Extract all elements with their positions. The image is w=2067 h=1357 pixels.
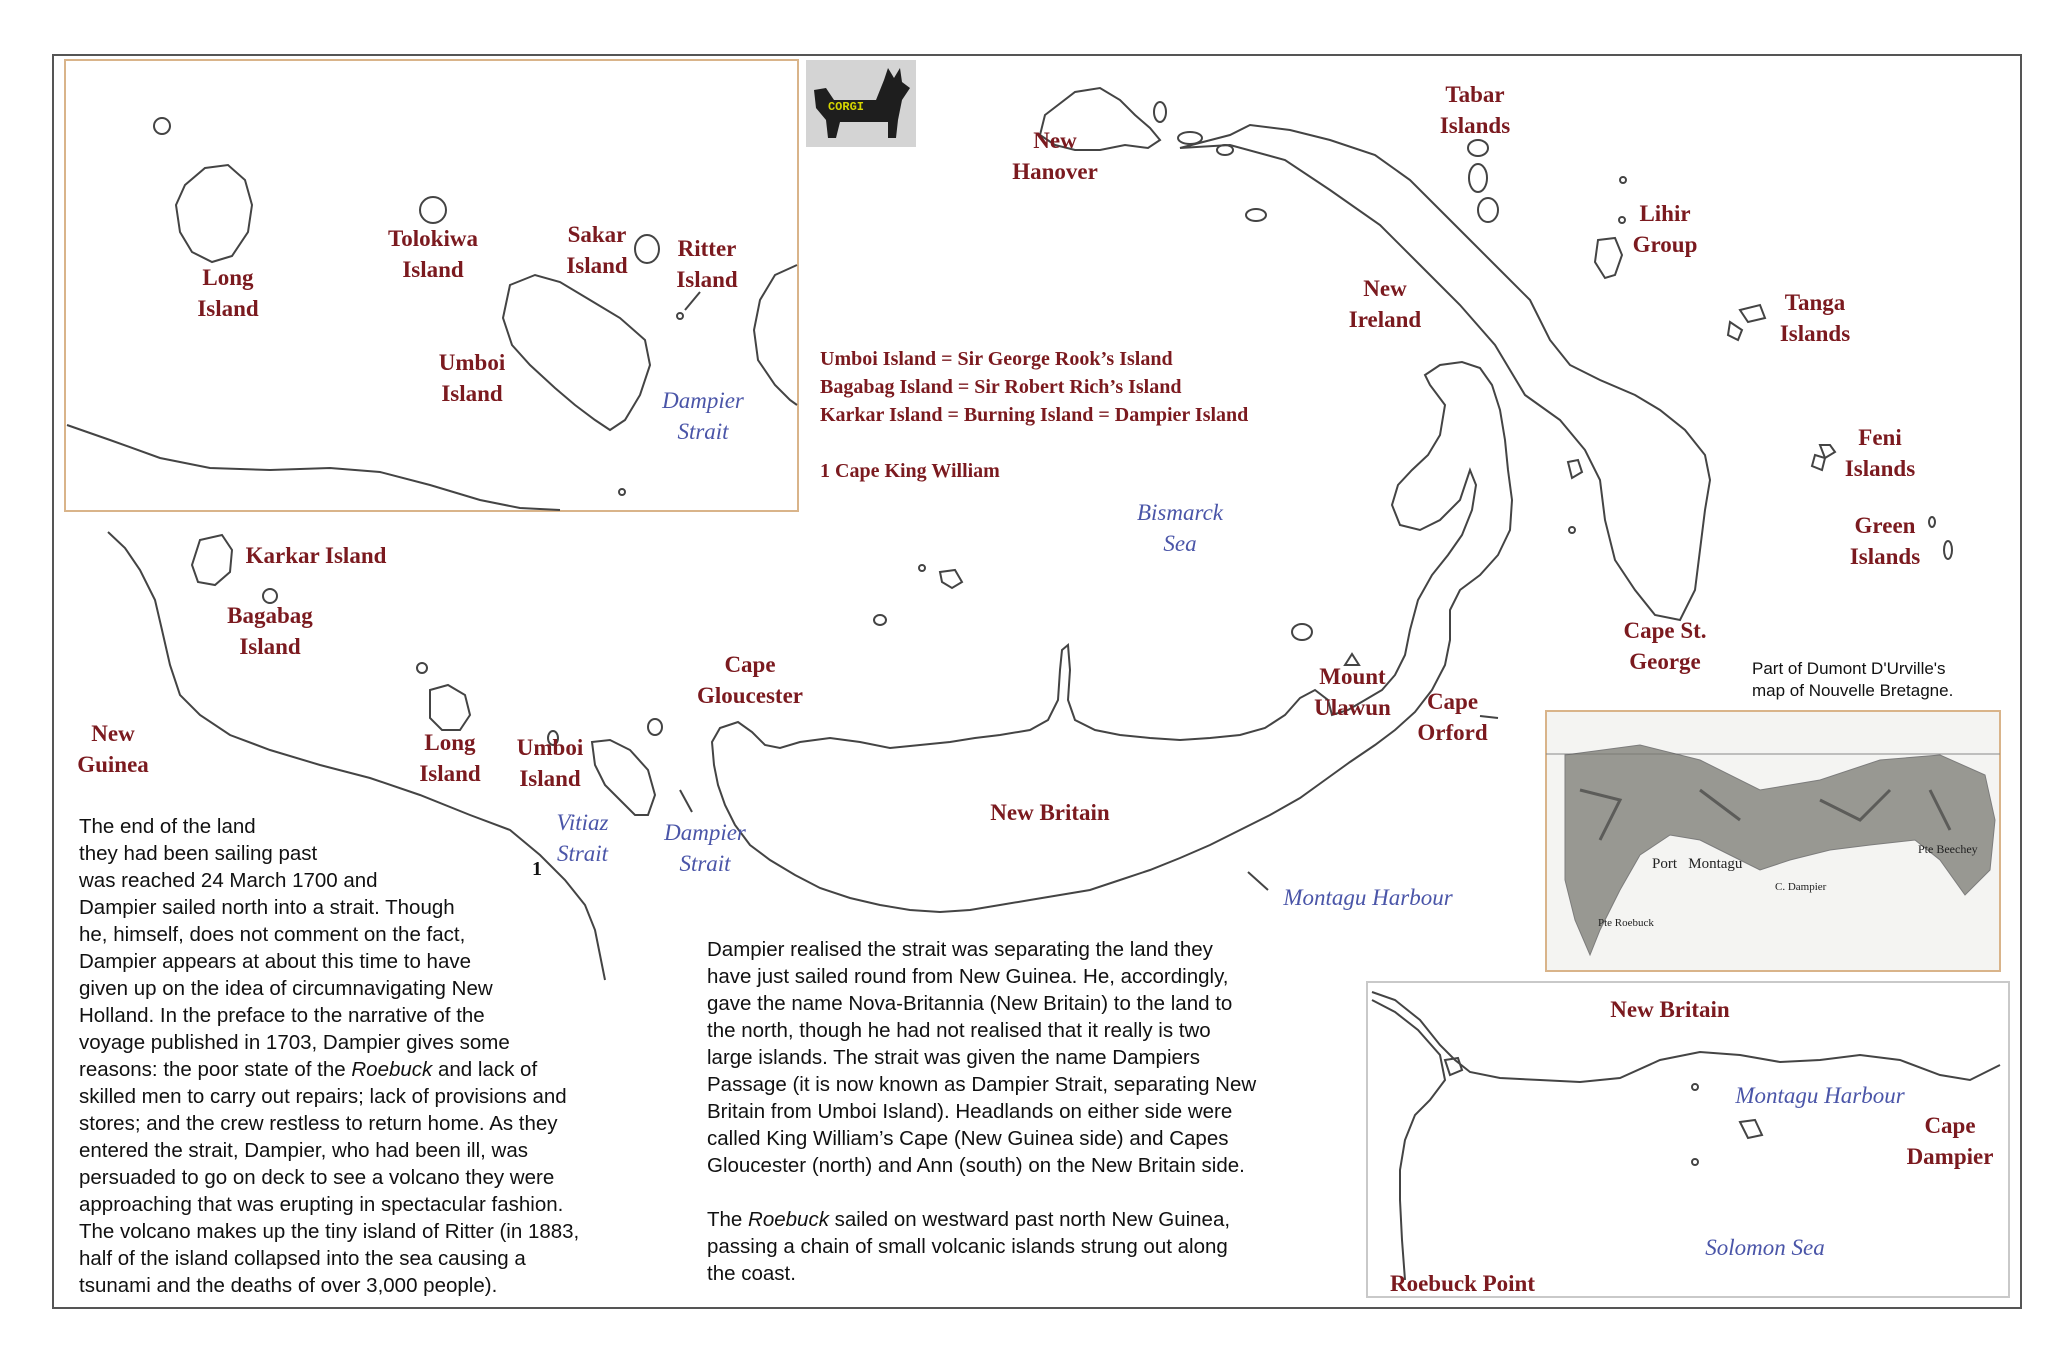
inset-bottom-label-cape-dampier: Cape Dampier: [1906, 1113, 1994, 1169]
inset-bottom-label-roebuck-point: Roebuck Point: [1389, 1271, 1536, 1296]
label-new-hanover: New Hanover: [1012, 128, 1098, 184]
dumont-label-port-montagu: Port Montagu: [1652, 856, 1743, 872]
karkar-island: [192, 535, 232, 585]
dumont-caption: Part of Dumont D'Urville's map of Nouvelle Bretagne.: [1752, 659, 1954, 700]
tanga-island-2: [1728, 322, 1742, 340]
new-britain-island: [712, 362, 1512, 912]
corgi-logo: [806, 60, 916, 147]
small-islet-bs-3: [874, 615, 886, 625]
text-run: The: [707, 1208, 749, 1231]
label-lihir: Lihir Group: [1632, 201, 1698, 257]
inset-label-umboi: Umboi Island: [438, 350, 506, 406]
small-islet-nh-4: [1154, 102, 1166, 122]
small-islet-ng-3: [648, 719, 662, 735]
inset-bottom-label-new-britain: New Britain: [1610, 997, 1730, 1022]
inset-label-long-island: Long Island: [197, 265, 259, 321]
logo-text: CORGI: [827, 100, 864, 114]
small-islet-ng-1: [417, 663, 427, 673]
label-umboi: Umboi Island: [516, 735, 584, 791]
umboi-island: [592, 740, 655, 815]
small-islet-bs-5: [1569, 527, 1575, 533]
note-key: 1 Cape King William: [820, 460, 1000, 482]
inset-label-tolokiwa: Tolokiwa Island: [388, 226, 478, 282]
label-tabar: Tabar Islands: [1439, 82, 1511, 138]
inset-label-ritter: Ritter Island: [676, 236, 738, 292]
small-islet-bs-2: [919, 565, 925, 571]
text-run: sailed on westward past north New Guinea, passing a chain of small volcanic islands strung out along the coast.: [707, 1208, 1231, 1285]
dumont-label-pte-roebuck: Pte Roebuck: [1598, 917, 1654, 929]
lihir-islet-1: [1620, 177, 1626, 183]
label-tanga: Tanga Islands: [1779, 290, 1851, 346]
label-new-ireland: New Ireland: [1348, 276, 1422, 332]
text-paragraph-middle-1: Dampier realised the strait was separating the land they have just sailed round from New Guinea. He, accordingly, gave the name Nova-Britannia (New Britain) to the land to the north, though he had not realised that it really is two large islands. The strait was given the name Dampiers Passage (it is now known as Dampier Strait, separating New Britain from Umboi Island). Headlands on either side were called King William’s Cape (New Guinea side) and Capes Gloucester (north) and Ann (south) on the New Britain side.: [707, 938, 1257, 1177]
small-islet-bs-4: [1292, 624, 1312, 640]
text-run: The end of the land they had been sailing past was reached 24 March 1700 and Dampier sailed north into a strait. Though he, himself, does not comment on the fact, Dampier appears at about this time to have given up on the idea of circumnavigating New Holland. In the preface to the narrative of the voyage published in 1703, Dampier gives some reasons: the poor state of the: [79, 815, 510, 1081]
feni-island-2: [1812, 455, 1825, 470]
sea-label-montagu: Montagu Harbour: [1283, 885, 1453, 910]
montagu-harbour-leader: [1248, 872, 1268, 890]
inset-label-dampier-strait: Dampier Strait: [662, 388, 744, 444]
label-cape-gloucester: Cape Gloucester: [696, 652, 803, 708]
small-islet-nh-3: [1246, 209, 1266, 221]
tabar-island-2: [1469, 164, 1487, 192]
note-line-3: Karkar Island = Burning Island = Dampier Island: [820, 404, 1249, 426]
note-line-2: Bagabag Island = Sir Robert Rich’s Island: [820, 376, 1182, 398]
sea-label-bismarck: Bismarck Sea: [1136, 500, 1223, 556]
sea-label-vitiaz: Vitiaz Strait: [556, 810, 609, 866]
green-island-2: [1944, 541, 1952, 559]
small-islet-bs-1: [940, 570, 962, 588]
text-run: Roebuck: [748, 1208, 829, 1231]
tabar-island-3: [1478, 198, 1498, 222]
text-run: and lack of skilled men to carry out repairs; lack of provisions and stores; and the crew restless to return home. As they entered the strait, Dampier, who had been ill, was persuaded to go on deck to see a volcano they were approaching that was erupting in spectacular fashion. The volcano makes up the tiny island of Ritter (in 1883, half of the island collapsed into the sea causing a tsunami and the deaths of over 3,000 people).: [79, 1058, 580, 1297]
label-green: Green Islands: [1849, 513, 1921, 569]
tabar-island-1: [1468, 140, 1488, 156]
note-line-1: Umboi Island = Sir George Rook’s Island: [820, 348, 1173, 370]
dumont-label-c-dampier: C. Dampier: [1775, 881, 1827, 893]
inset-bottom-sea-montagu: Montagu Harbour: [1735, 1083, 1905, 1108]
cape-king-william-marker: 1: [532, 858, 542, 880]
small-islet-strait: [1568, 460, 1582, 478]
label-cape-orford: Cape Orford: [1417, 689, 1488, 745]
label-bagabag: Bagabag Island: [227, 603, 313, 659]
label-new-guinea: New Guinea: [77, 721, 149, 777]
inset-bottom-sea-solomon: Solomon Sea: [1705, 1235, 1825, 1260]
inset-label-sakar: Sakar Island: [566, 222, 628, 278]
text-paragraph-left: [79, 813, 689, 1299]
long-island: [430, 685, 470, 730]
label-cape-st-george: Cape St. George: [1623, 618, 1707, 674]
text-paragraph-middle-2: [707, 1206, 1367, 1287]
label-karkar: Karkar Island: [245, 543, 387, 568]
label-mount-ulawun: Mount Ulawun: [1314, 664, 1391, 720]
label-feni: Feni Islands: [1844, 425, 1916, 481]
dampier-strait-leader: [680, 790, 692, 812]
label-new-britain: New Britain: [990, 800, 1110, 825]
dumont-label-pte-beechey: Pte Beechey: [1918, 842, 1978, 856]
label-long-island: Long Island: [419, 730, 481, 786]
text-run: Roebuck: [351, 1058, 433, 1081]
sea-label-dampier-strait: Dampier Strait: [664, 820, 746, 876]
